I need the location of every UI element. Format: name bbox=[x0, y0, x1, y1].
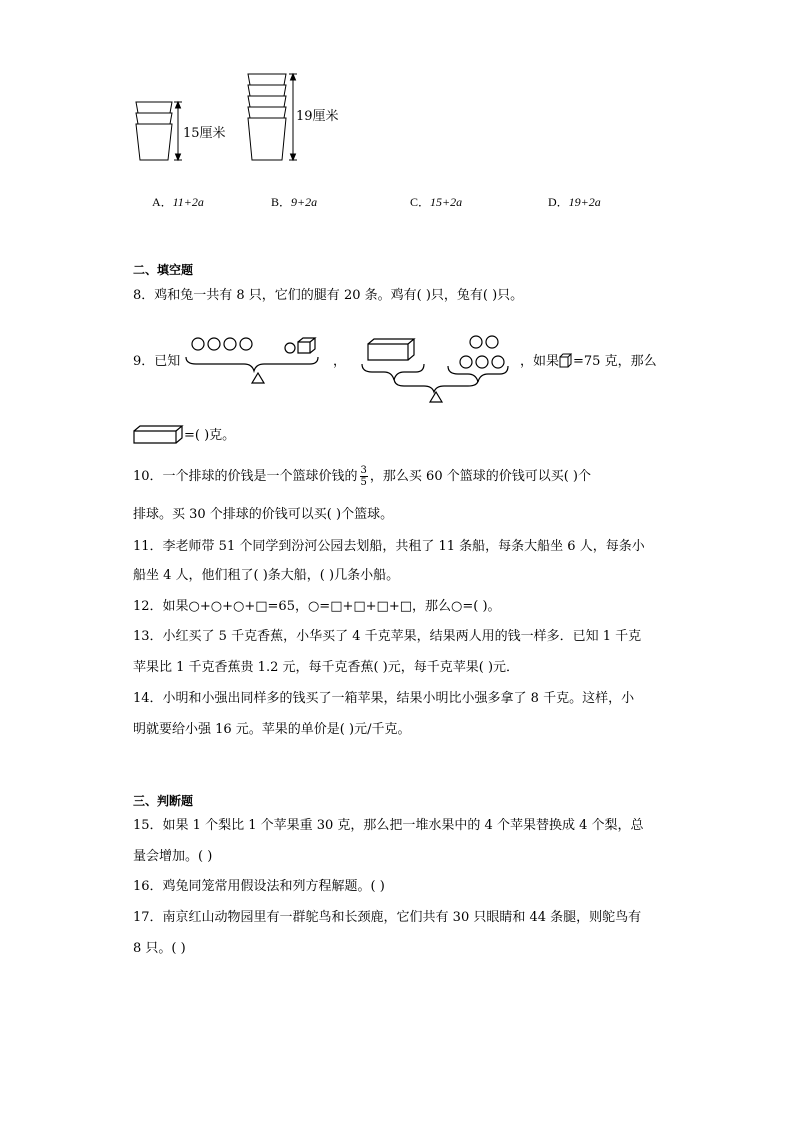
question-17-line-1: 17．南京红山动物园里有一群鸵鸟和长颈鹿，它们共有 30 只眼睛和 44 条腿，则鸵鸟有 bbox=[133, 910, 642, 925]
section-title-fill-blank: 二、填空题 bbox=[133, 263, 194, 277]
question-13-line-2: 苹果比 1 千克香蕉贵 1.2 元，每千克香蕉( )元，每千克苹果( )元． bbox=[133, 660, 520, 675]
question-12: 12．如果○+○+○+□=65，○=□+□+□+□，那么○=( )。 bbox=[133, 599, 501, 614]
large-height-label: 19厘米 bbox=[296, 109, 339, 124]
option-d[interactable]: D．19+2a bbox=[548, 195, 601, 209]
question-14-line-2: 明就要给小强 16 元。苹果的单价是( )元/千克。 bbox=[133, 722, 411, 737]
balance-figure-2 bbox=[358, 334, 518, 406]
cup-stack-figure bbox=[120, 68, 440, 178]
question-15-line-1: 15．如果 1 个梨比 1 个苹果重 30 克，那么把一堆水果中的 4 个苹果替换成 4 个梨，总 bbox=[133, 818, 644, 833]
question-9-condition: =75 克，那么 bbox=[573, 354, 657, 369]
question-17-line-2: 8 只。( ) bbox=[133, 941, 186, 956]
small-height-arrow bbox=[174, 102, 182, 160]
cuboid-icon bbox=[133, 425, 185, 445]
question-10-line-1: 10．一个排球的价钱是一个篮球价钱的 $\frac{3}{5}$ ，那么买 60 个篮球的价钱可以买( )个 bbox=[133, 465, 592, 488]
cube-icon bbox=[559, 353, 573, 369]
question-9-middle: ，如果 bbox=[520, 354, 560, 369]
question-11-line-1: 11．李老师带 51 个同学到汾河公园去划船，共租了 11 条船，每条大船坐 6 人，每条小 bbox=[133, 539, 645, 554]
question-9-prefix: 9．已知 bbox=[133, 354, 181, 369]
small-height-label: 15厘米 bbox=[183, 126, 226, 141]
large-cup-stack bbox=[248, 74, 286, 160]
question-11-line-2: 船坐 4 人，他们租了( )条大船，( )几条小船。 bbox=[133, 568, 400, 583]
question-10-line-2: 排球。买 30 个排球的价钱可以买( )个篮球。 bbox=[133, 507, 394, 522]
question-8: 8．鸡和兔一共有 8 只，它们的腿有 20 条。鸡有( )只，兔有( )只。 bbox=[133, 288, 524, 303]
question-16: 16．鸡兔同笼常用假设法和列方程解题。( ) bbox=[133, 879, 385, 894]
fraction-three-fifths: $\frac{3}{5}$ bbox=[360, 465, 367, 488]
balance-figure-1 bbox=[184, 335, 324, 385]
small-cup-stack bbox=[136, 102, 172, 160]
section-title-true-false: 三、判断题 bbox=[133, 794, 194, 808]
option-b[interactable]: B．9+2a bbox=[271, 195, 318, 209]
question-13-line-1: 13．小红买了 5 千克香蕉，小华买了 4 千克苹果，结果两人用的钱一样多．已知 1 千克 bbox=[133, 629, 642, 644]
option-c[interactable]: C．15+2a bbox=[410, 195, 463, 209]
question-9-answer: =( )克。 bbox=[184, 428, 236, 443]
question-9-comma: ， bbox=[333, 354, 347, 369]
question-15-line-2: 量会增加。( ) bbox=[133, 849, 213, 864]
question-14-line-1: 14．小明和小强出同样多的钱买了一箱苹果，结果小明比小强多拿了 8 千克。这样，小 bbox=[133, 691, 635, 706]
option-a[interactable]: A．11+2a bbox=[152, 195, 204, 209]
